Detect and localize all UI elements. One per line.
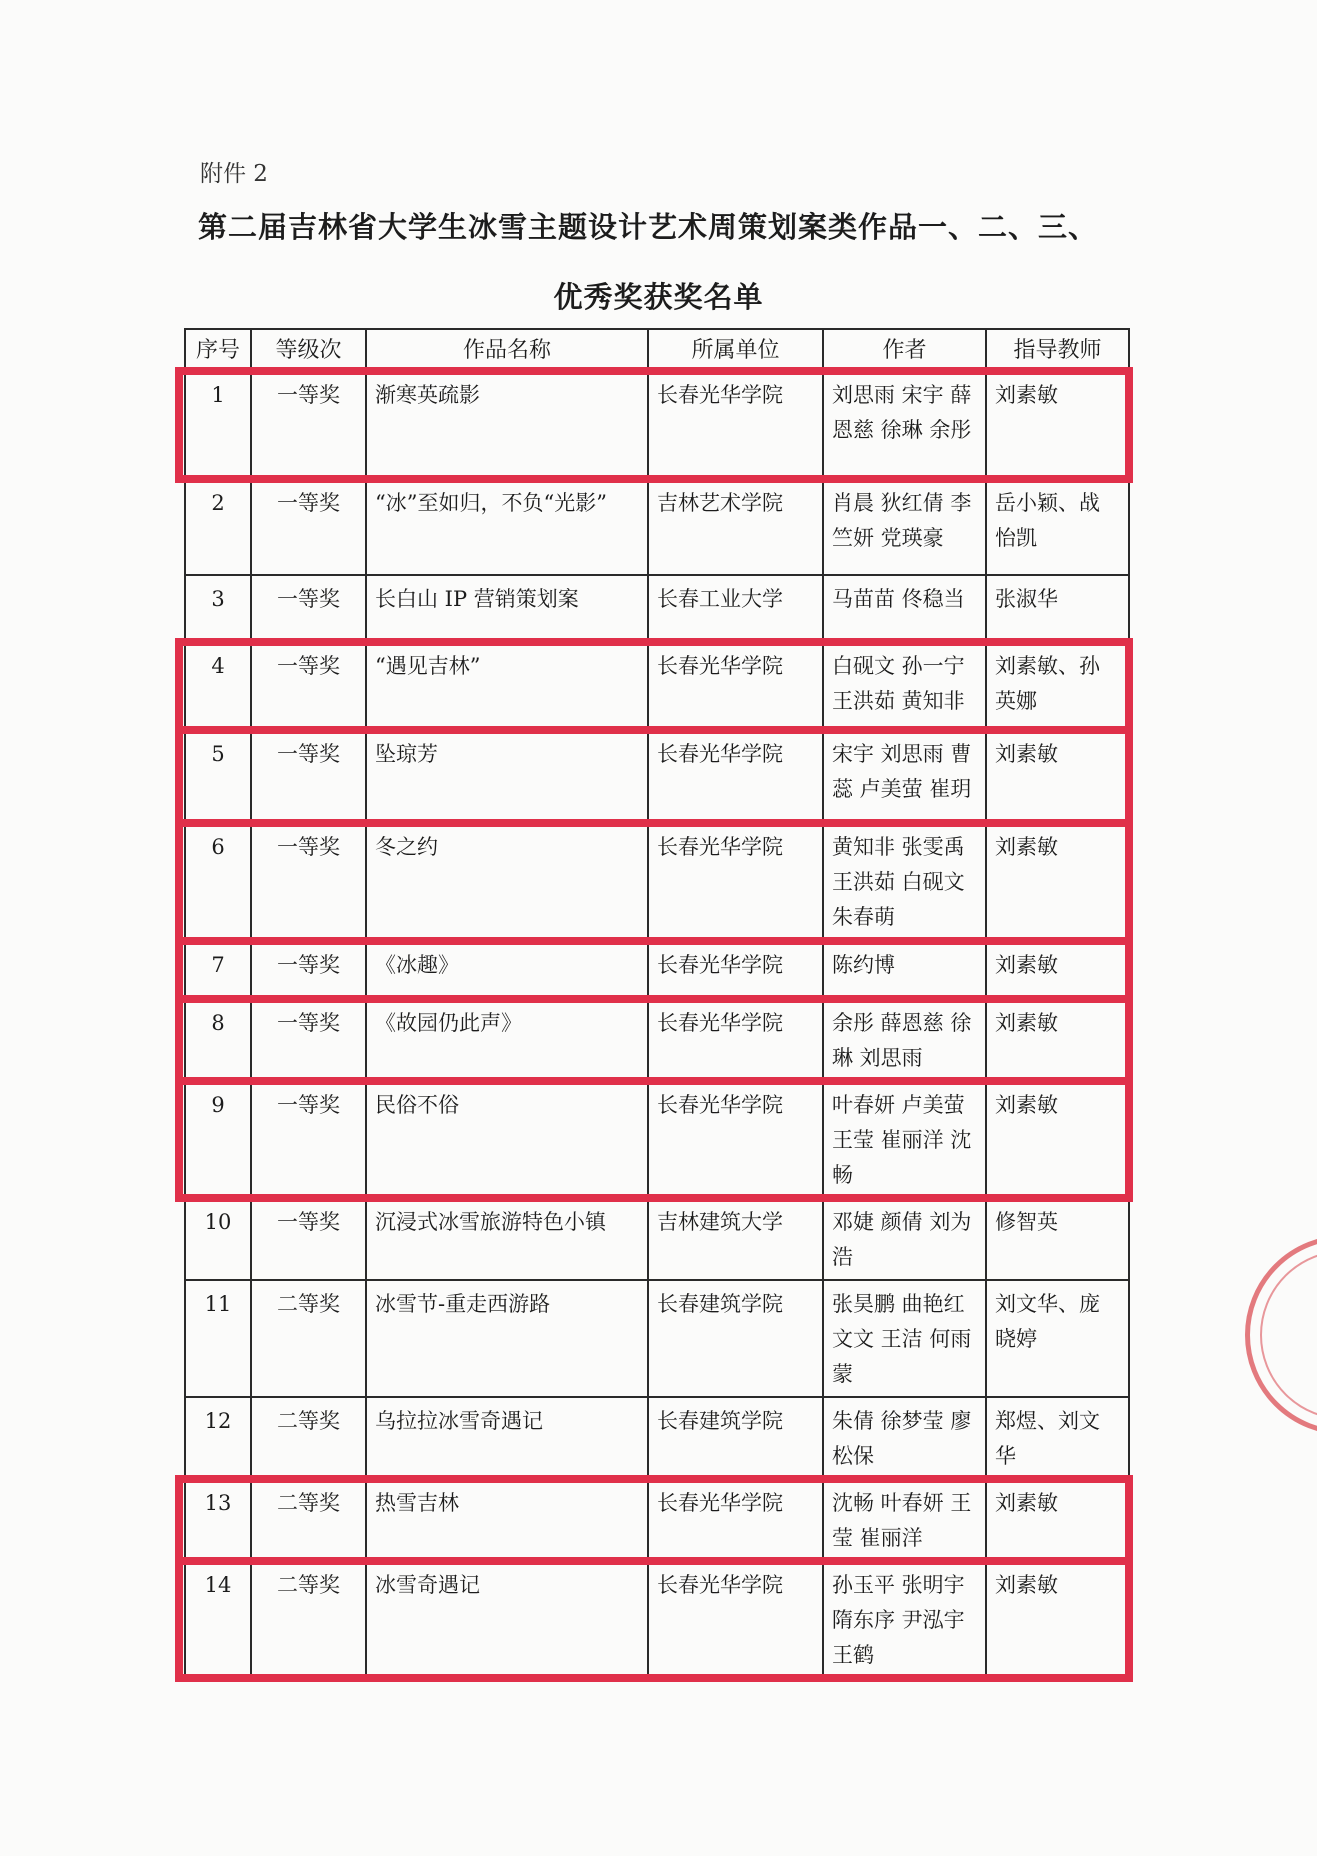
row-advisor: 刘素敏 <box>986 941 1129 999</box>
row-level: 一等奖 <box>251 823 366 941</box>
row-unit: 长春建筑学院 <box>648 1280 823 1397</box>
row-authors: 刘思雨 宋宇 薛恩慈 徐琳 余彤 <box>823 371 986 479</box>
row-advisor: 刘素敏 <box>986 823 1129 941</box>
row-work: 冬之约 <box>366 823 648 941</box>
row-work: 热雪吉林 <box>366 1479 648 1561</box>
row-authors: 沈畅 叶春妍 王莹 崔丽洋 <box>823 1479 986 1561</box>
table-row <box>185 941 1129 999</box>
row-work: 沉浸式冰雪旅游特色小镇 <box>366 1198 648 1280</box>
row-level: 二等奖 <box>251 1397 366 1479</box>
row-work: 冰雪节-重走西游路 <box>366 1280 648 1397</box>
row-level: 一等奖 <box>251 371 366 479</box>
row-unit: 长春光华学院 <box>648 1081 823 1198</box>
row-authors: 叶春妍 卢美萤 王莹 崔丽洋 沈畅 <box>823 1081 986 1198</box>
row-authors: 张昊鹏 曲艳红 文文 王洁 何雨蒙 <box>823 1280 986 1397</box>
row-authors: 孙玉平 张明宇 隋东序 尹泓宇 王鹤 <box>823 1561 986 1678</box>
row-level: 二等奖 <box>251 1280 366 1397</box>
row-advisor: 郑煜、刘文华 <box>986 1397 1129 1479</box>
award-table <box>184 328 1130 1679</box>
row-authors: 朱倩 徐梦莹 廖松保 <box>823 1397 986 1479</box>
header-unit: 所属单位 <box>648 329 823 371</box>
row-level: 一等奖 <box>251 1081 366 1198</box>
row-advisor: 刘素敏 <box>986 730 1129 823</box>
row-authors: 马苗苗 佟稳当 <box>823 575 986 642</box>
row-no: 10 <box>185 1198 251 1280</box>
row-unit: 长春光华学院 <box>648 941 823 999</box>
row-unit: 吉林建筑大学 <box>648 1198 823 1280</box>
row-level: 一等奖 <box>251 999 366 1081</box>
row-unit: 长春光华学院 <box>648 371 823 479</box>
row-unit: 长春光华学院 <box>648 642 823 730</box>
document-title: 第二届吉林省大学生冰雪主题设计艺术周策划案类作品一、二、三、 <box>198 210 1099 244</box>
table-row <box>185 1397 1129 1479</box>
row-authors: 黄知非 张雯禹 王洪茹 白砚文 朱春萌 <box>823 823 986 941</box>
row-level: 一等奖 <box>251 479 366 575</box>
row-level: 一等奖 <box>251 730 366 823</box>
row-work: 长白山 IP 营销策划案 <box>366 575 648 642</box>
row-work: 《冰趣》 <box>366 941 648 999</box>
row-advisor: 刘文华、庞晓婷 <box>986 1280 1129 1397</box>
row-advisor: 刘素敏 <box>986 1561 1129 1678</box>
table-row <box>185 1198 1129 1280</box>
row-level: 一等奖 <box>251 941 366 999</box>
row-no: 5 <box>185 730 251 823</box>
row-level: 二等奖 <box>251 1561 366 1678</box>
row-advisor: 刘素敏 <box>986 999 1129 1081</box>
table-row <box>185 479 1129 575</box>
row-no: 14 <box>185 1561 251 1678</box>
row-work: 民俗不俗 <box>366 1081 648 1198</box>
row-advisor: 修智英 <box>986 1198 1129 1280</box>
table-row <box>185 730 1129 823</box>
row-work: 渐寒英疏影 <box>366 371 648 479</box>
row-work: 《故园仍此声》 <box>366 999 648 1081</box>
table-row <box>185 1479 1129 1561</box>
table-row <box>185 575 1129 642</box>
row-unit: 吉林艺术学院 <box>648 479 823 575</box>
row-level: 一等奖 <box>251 1198 366 1280</box>
document-subtitle: 优秀奖获奖名单 <box>553 280 764 314</box>
row-no: 9 <box>185 1081 251 1198</box>
header-authors: 作者 <box>823 329 986 371</box>
table-header-row <box>185 329 1129 371</box>
row-unit: 长春光华学院 <box>648 823 823 941</box>
row-advisor: 刘素敏 <box>986 1479 1129 1561</box>
header-no: 序号 <box>185 329 251 371</box>
row-authors: 宋宇 刘思雨 曹蕊 卢美萤 崔玥 <box>823 730 986 823</box>
row-work: “冰”至如归，不负“光影” <box>366 479 648 575</box>
row-no: 12 <box>185 1397 251 1479</box>
row-unit: 长春工业大学 <box>648 575 823 642</box>
header-level: 等级次 <box>251 329 366 371</box>
row-level: 二等奖 <box>251 1479 366 1561</box>
row-no: 11 <box>185 1280 251 1397</box>
row-work: 坠琼芳 <box>366 730 648 823</box>
row-authors: 肖晨 狄红倩 李竺妍 党瑛豪 <box>823 479 986 575</box>
attachment-label: 附件 2 <box>200 161 268 187</box>
row-unit: 长春光华学院 <box>648 999 823 1081</box>
row-work: 冰雪奇遇记 <box>366 1561 648 1678</box>
table-row <box>185 1081 1129 1198</box>
row-no: 7 <box>185 941 251 999</box>
row-unit: 长春光华学院 <box>648 730 823 823</box>
row-no: 4 <box>185 642 251 730</box>
row-advisor: 岳小颖、战怡凯 <box>986 479 1129 575</box>
table-row <box>185 1280 1129 1397</box>
official-seal <box>1245 1235 1317 1435</box>
row-authors: 邓婕 颜倩 刘为浩 <box>823 1198 986 1280</box>
row-unit: 长春光华学院 <box>648 1561 823 1678</box>
table-row <box>185 1561 1129 1678</box>
row-unit: 长春建筑学院 <box>648 1397 823 1479</box>
table-row <box>185 642 1129 730</box>
row-no: 3 <box>185 575 251 642</box>
row-level: 一等奖 <box>251 642 366 730</box>
table-row <box>185 823 1129 941</box>
row-work: “遇见吉林” <box>366 642 648 730</box>
row-work: 乌拉拉冰雪奇遇记 <box>366 1397 648 1479</box>
row-authors: 余彤 薛恩慈 徐琳 刘思雨 <box>823 999 986 1081</box>
row-no: 13 <box>185 1479 251 1561</box>
row-level: 一等奖 <box>251 575 366 642</box>
row-advisor: 刘素敏、孙英娜 <box>986 642 1129 730</box>
header-advisor: 指导教师 <box>986 329 1129 371</box>
row-advisor: 刘素敏 <box>986 1081 1129 1198</box>
row-unit: 长春光华学院 <box>648 1479 823 1561</box>
row-no: 8 <box>185 999 251 1081</box>
header-work: 作品名称 <box>366 329 648 371</box>
row-authors: 白砚文 孙一宁 王洪茹 黄知非 <box>823 642 986 730</box>
row-advisor: 张淑华 <box>986 575 1129 642</box>
row-no: 6 <box>185 823 251 941</box>
table-row <box>185 999 1129 1081</box>
table-row <box>185 371 1129 479</box>
row-authors: 陈约博 <box>823 941 986 999</box>
row-no: 2 <box>185 479 251 575</box>
row-no: 1 <box>185 371 251 479</box>
row-advisor: 刘素敏 <box>986 371 1129 479</box>
